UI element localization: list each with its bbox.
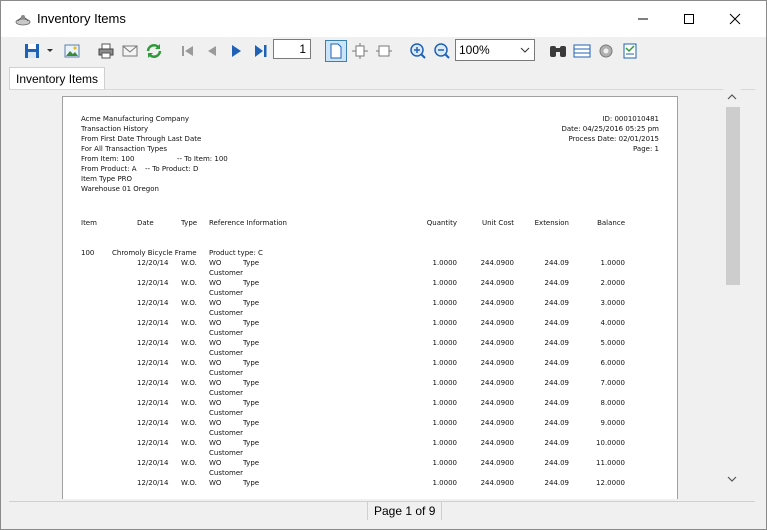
txn-unit-cost: 244.0900 — [480, 439, 514, 447]
txn-ref-type: Type — [243, 419, 260, 427]
txn-date: 12/20/14 — [137, 459, 169, 467]
find-icon — [549, 43, 567, 59]
txn-ref: WO — [209, 479, 222, 487]
vertical-scrollbar[interactable] — [723, 89, 741, 497]
txn-unit-cost: 244.0900 — [480, 399, 514, 407]
txn-balance: 4.0000 — [600, 319, 625, 327]
txn-extension: 244.09 — [544, 439, 569, 447]
zoom-in-button[interactable] — [407, 40, 429, 62]
txn-quantity: 1.0000 — [432, 279, 457, 287]
txn-type: W.O. — [181, 299, 197, 307]
txn-unit-cost: 244.0900 — [480, 259, 514, 267]
txn-customer: Customer — [209, 329, 244, 337]
fit-page-icon — [352, 43, 368, 59]
txn-customer: Customer — [209, 349, 244, 357]
txn-quantity: 1.0000 — [432, 439, 457, 447]
first-page-icon — [180, 43, 196, 59]
save-icon — [24, 43, 40, 59]
txn-extension: 244.09 — [544, 339, 569, 347]
txn-balance: 12.0000 — [596, 479, 625, 487]
from-item: From Item: 100 — [81, 155, 135, 163]
report-id: ID: 0001010481 — [602, 115, 659, 123]
txn-customer: Customer — [209, 449, 244, 457]
txn-balance: 10.0000 — [596, 439, 625, 447]
txn-ref: WO — [209, 439, 222, 447]
txn-balance: 1.0000 — [600, 259, 625, 267]
txn-unit-cost: 244.0900 — [480, 359, 514, 367]
txn-quantity: 1.0000 — [432, 339, 457, 347]
scrollbar-thumb[interactable] — [726, 107, 740, 285]
first-page-button[interactable] — [177, 40, 199, 62]
txn-ref-type: Type — [243, 319, 260, 327]
product-type: Product type: C — [209, 249, 263, 257]
txn-date: 12/20/14 — [137, 399, 169, 407]
txn-ref-type: Type — [243, 459, 260, 467]
page-status: Page 1 of 9 — [367, 502, 442, 520]
minimize-icon — [637, 13, 649, 25]
txn-quantity: 1.0000 — [432, 299, 457, 307]
toolbar — [1, 37, 766, 65]
txn-customer: Customer — [209, 469, 244, 477]
txn-type: W.O. — [181, 399, 197, 407]
find-button[interactable] — [547, 40, 569, 62]
col-extension: Extension — [534, 219, 569, 227]
txn-ref: WO — [209, 319, 222, 327]
txn-balance: 7.0000 — [600, 379, 625, 387]
txn-extension: 244.09 — [544, 399, 569, 407]
page-label: Page: 1 — [633, 145, 659, 153]
txn-ref-type: Type — [243, 299, 260, 307]
txn-balance: 5.0000 — [600, 339, 625, 347]
txn-date: 12/20/14 — [137, 259, 169, 267]
txn-extension: 244.09 — [544, 479, 569, 487]
report-page — [62, 96, 678, 499]
txn-type: W.O. — [181, 339, 197, 347]
single-page-icon — [329, 43, 343, 59]
txn-unit-cost: 244.0900 — [480, 339, 514, 347]
txn-unit-cost: 244.0900 — [480, 479, 514, 487]
to-product: -- To Product: D — [145, 165, 199, 173]
close-icon — [729, 13, 741, 25]
txn-extension: 244.09 — [544, 279, 569, 287]
txn-date: 12/20/14 — [137, 479, 169, 487]
image-button[interactable] — [61, 40, 83, 62]
next-page-icon — [228, 43, 244, 59]
email-icon — [122, 43, 138, 59]
txn-unit-cost: 244.0900 — [480, 379, 514, 387]
col-unit-cost: Unit Cost — [481, 219, 514, 227]
txn-customer: Customer — [209, 389, 244, 397]
email-button[interactable] — [119, 40, 141, 62]
txn-extension: 244.09 — [544, 299, 569, 307]
dropdown-arrow-icon — [46, 48, 54, 54]
company-name: Acme Manufacturing Company — [81, 115, 190, 123]
txn-type: W.O. — [181, 259, 197, 267]
txn-customer: Customer — [209, 409, 244, 417]
txn-customer: Customer — [209, 309, 244, 317]
txn-unit-cost: 244.0900 — [480, 299, 514, 307]
date-range: From First Date Through Last Date — [81, 135, 202, 143]
page-number-input[interactable]: 1 — [273, 39, 311, 59]
report-viewer[interactable] — [9, 89, 755, 498]
txn-date: 12/20/14 — [137, 419, 169, 427]
txn-unit-cost: 244.0900 — [480, 279, 514, 287]
txn-ref-type: Type — [243, 399, 260, 407]
txn-balance: 3.0000 — [600, 299, 625, 307]
fit-width-button[interactable] — [373, 40, 395, 62]
txn-ref: WO — [209, 459, 222, 467]
export-button[interactable] — [619, 40, 641, 62]
txn-ref-type: Type — [243, 439, 260, 447]
txn-date: 12/20/14 — [137, 279, 169, 287]
txn-ref: WO — [209, 259, 222, 267]
print-button[interactable] — [95, 40, 117, 62]
txn-quantity: 1.0000 — [432, 319, 457, 327]
next-page-button[interactable] — [225, 40, 247, 62]
scroll-down-icon[interactable] — [727, 475, 737, 483]
txn-type: W.O. — [181, 279, 197, 287]
txn-balance: 8.0000 — [600, 399, 625, 407]
txn-date: 12/20/14 — [137, 359, 169, 367]
txn-balance: 6.0000 — [600, 359, 625, 367]
txn-quantity: 1.0000 — [432, 379, 457, 387]
zoom-out-icon — [433, 42, 451, 60]
txn-ref: WO — [209, 399, 222, 407]
page-setup-button[interactable] — [571, 40, 593, 62]
item-description: Chromoly Bicycle Frame — [112, 249, 197, 257]
page-setup-icon — [573, 43, 591, 59]
tab-inventory-items[interactable]: Inventory Items — [9, 67, 105, 90]
app-icon — [15, 12, 31, 26]
window-title: Inventory Items — [37, 11, 126, 26]
zoom-in-icon — [409, 42, 427, 60]
maximize-icon — [683, 13, 695, 25]
txn-ref: WO — [209, 299, 222, 307]
scroll-up-icon[interactable] — [727, 93, 737, 101]
txn-type: W.O. — [181, 459, 197, 467]
from-product: From Product: A — [81, 165, 137, 173]
txn-ref-type: Type — [243, 479, 260, 487]
zoom-out-button[interactable] — [431, 40, 453, 62]
zoom-select[interactable] — [455, 39, 535, 61]
report-date: Date: 04/25/2016 05:25 pm — [561, 125, 659, 133]
col-balance: Balance — [597, 219, 625, 227]
txn-quantity: 1.0000 — [432, 399, 457, 407]
item-type: Item Type PRO — [81, 175, 133, 183]
settings-icon — [598, 43, 614, 59]
txn-customer: Customer — [209, 369, 244, 377]
warehouse: Warehouse 01 Oregon — [81, 185, 159, 193]
txn-extension: 244.09 — [544, 419, 569, 427]
refresh-button[interactable] — [143, 40, 165, 62]
report-title: Transaction History — [81, 125, 149, 133]
txn-type: W.O. — [181, 379, 197, 387]
zoom-value: 100% — [459, 43, 490, 57]
txn-ref: WO — [209, 419, 222, 427]
txn-ref-type: Type — [243, 279, 260, 287]
txn-type: W.O. — [181, 419, 197, 427]
txn-ref-type: Type — [243, 259, 260, 267]
image-icon — [64, 43, 80, 59]
txn-balance: 2.0000 — [600, 279, 625, 287]
fit-page-button[interactable] — [349, 40, 371, 62]
last-page-button[interactable] — [249, 40, 271, 62]
transaction-types: For All Transaction Types — [81, 145, 168, 153]
txn-ref: WO — [209, 339, 222, 347]
fit-width-icon — [376, 43, 392, 59]
txn-ref-type: Type — [243, 339, 260, 347]
print-icon — [98, 43, 114, 59]
txn-ref: WO — [209, 279, 222, 287]
txn-customer: Customer — [209, 289, 244, 297]
title-bar[interactable] — [1, 1, 766, 37]
txn-unit-cost: 244.0900 — [480, 459, 514, 467]
txn-date: 12/20/14 — [137, 339, 169, 347]
txn-date: 12/20/14 — [137, 299, 169, 307]
txn-type: W.O. — [181, 319, 197, 327]
txn-type: W.O. — [181, 479, 197, 487]
single-page-button[interactable] — [325, 40, 347, 62]
col-reference: Reference Information — [209, 219, 287, 227]
item-number: 100 — [81, 249, 95, 257]
txn-unit-cost: 244.0900 — [480, 419, 514, 427]
last-page-icon — [252, 43, 268, 59]
txn-date: 12/20/14 — [137, 439, 169, 447]
txn-date: 12/20/14 — [137, 379, 169, 387]
process-date: Process Date: 02/01/2015 — [568, 135, 659, 143]
previous-page-icon — [204, 43, 220, 59]
settings-button[interactable] — [595, 40, 617, 62]
txn-quantity: 1.0000 — [432, 419, 457, 427]
txn-quantity: 1.0000 — [432, 259, 457, 267]
col-type: Type — [181, 219, 198, 227]
to-item: -- To Item: 100 — [177, 155, 228, 163]
tab-strip — [1, 65, 766, 89]
txn-ref: WO — [209, 359, 222, 367]
txn-ref-type: Type — [243, 379, 260, 387]
txn-quantity: 1.0000 — [432, 479, 457, 487]
txn-customer: Customer — [209, 269, 244, 277]
txn-date: 12/20/14 — [137, 319, 169, 327]
col-date: Date — [137, 219, 154, 227]
maximize-button[interactable] — [666, 1, 712, 37]
txn-balance: 11.0000 — [596, 459, 625, 467]
txn-customer: Customer — [209, 429, 244, 437]
txn-ref: WO — [209, 379, 222, 387]
col-quantity: Quantity — [426, 219, 457, 227]
txn-extension: 244.09 — [544, 359, 569, 367]
refresh-icon — [145, 42, 163, 60]
txn-quantity: 1.0000 — [432, 459, 457, 467]
chevron-down-icon — [520, 40, 530, 60]
col-item: Item — [81, 219, 97, 227]
txn-unit-cost: 244.0900 — [480, 319, 514, 327]
export-icon — [622, 43, 638, 59]
txn-balance: 9.0000 — [600, 419, 625, 427]
txn-quantity: 1.0000 — [432, 359, 457, 367]
previous-page-button[interactable] — [201, 40, 223, 62]
txn-extension: 244.09 — [544, 259, 569, 267]
txn-extension: 244.09 — [544, 379, 569, 387]
minimize-button[interactable] — [620, 1, 666, 37]
txn-type: W.O. — [181, 439, 197, 447]
save-button[interactable] — [21, 40, 43, 62]
txn-extension: 244.09 — [544, 459, 569, 467]
close-button[interactable] — [712, 1, 758, 37]
status-bar — [9, 501, 755, 520]
txn-ref-type: Type — [243, 359, 260, 367]
txn-extension: 244.09 — [544, 319, 569, 327]
txn-type: W.O. — [181, 359, 197, 367]
save-dropdown-button[interactable] — [44, 40, 56, 62]
